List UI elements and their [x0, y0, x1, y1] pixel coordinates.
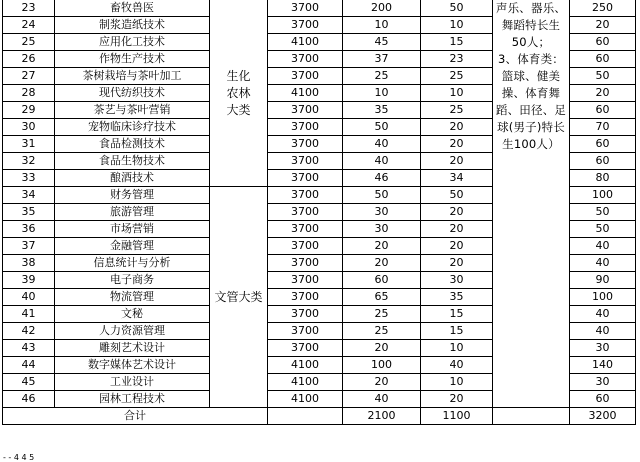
tuition-fee-cell: 3700	[268, 221, 343, 238]
major-name-cell: 文秘	[55, 306, 210, 323]
row-number-cell: 29	[3, 102, 55, 119]
row-number-cell: 35	[3, 204, 55, 221]
total-count-cell: 1100	[421, 408, 493, 425]
plan-count-cell: 35	[343, 102, 421, 119]
tuition-fee-cell: 3700	[268, 17, 343, 34]
row-number-cell: 26	[3, 51, 55, 68]
plan-count-cell: 10	[421, 340, 493, 357]
plan-count-cell: 20	[421, 391, 493, 408]
total-plan-cell: 140	[570, 357, 636, 374]
major-name-cell: 工业设计	[55, 374, 210, 391]
plan-count-cell: 20	[421, 204, 493, 221]
empty-cell	[268, 408, 343, 425]
total-plan-cell: 50	[570, 68, 636, 85]
plan-count-cell: 25	[343, 306, 421, 323]
tuition-fee-cell: 3700	[268, 119, 343, 136]
plan-count-cell: 30	[421, 272, 493, 289]
plan-count-cell: 30	[343, 204, 421, 221]
plan-count-cell: 15	[421, 34, 493, 51]
table-row	[3, 0, 636, 17]
remarks-cell	[493, 0, 570, 408]
plan-count-cell: 50	[421, 0, 493, 17]
major-name-cell: 食品检测技术	[55, 136, 210, 153]
plan-count-cell: 40	[343, 153, 421, 170]
plan-count-cell: 20	[343, 238, 421, 255]
plan-count-cell: 20	[421, 221, 493, 238]
total-row	[3, 408, 636, 425]
plan-count-cell: 50	[343, 119, 421, 136]
total-count-cell: 2100	[343, 408, 421, 425]
total-plan-cell: 20	[570, 85, 636, 102]
plan-count-cell: 30	[343, 221, 421, 238]
row-number-cell: 46	[3, 391, 55, 408]
tuition-fee-cell: 3700	[268, 255, 343, 272]
plan-count-cell: 37	[343, 51, 421, 68]
plan-count-cell: 20	[343, 255, 421, 272]
major-name-cell: 制浆造纸技术	[55, 17, 210, 34]
total-plan-cell: 60	[570, 391, 636, 408]
major-name-cell: 茶艺与茶叶营销	[55, 102, 210, 119]
plan-count-cell: 46	[343, 170, 421, 187]
total-plan-cell: 60	[570, 153, 636, 170]
total-plan-cell: 40	[570, 255, 636, 272]
plan-count-cell: 200	[343, 0, 421, 17]
plan-count-cell: 45	[343, 34, 421, 51]
plan-count-cell: 20	[421, 238, 493, 255]
tuition-fee-cell: 3700	[268, 51, 343, 68]
major-name-cell: 金融管理	[55, 238, 210, 255]
tuition-fee-cell: 4100	[268, 357, 343, 374]
tuition-fee-cell: 3700	[268, 238, 343, 255]
major-name-cell: 信息统计与分析	[55, 255, 210, 272]
plan-count-cell: 10	[343, 17, 421, 34]
total-plan-cell: 20	[570, 17, 636, 34]
major-name-cell: 现代纺织技术	[55, 85, 210, 102]
tuition-fee-cell: 3700	[268, 68, 343, 85]
plan-count-cell: 35	[421, 289, 493, 306]
plan-count-cell: 25	[421, 68, 493, 85]
tuition-fee-cell: 3700	[268, 136, 343, 153]
major-name-cell: 旅游管理	[55, 204, 210, 221]
tuition-fee-cell: 3700	[268, 340, 343, 357]
plan-count-cell: 10	[421, 85, 493, 102]
total-plan-cell: 70	[570, 119, 636, 136]
tuition-fee-cell: 4100	[268, 85, 343, 102]
major-name-cell: 园林工程技术	[55, 391, 210, 408]
plan-count-cell: 23	[421, 51, 493, 68]
plan-count-cell: 25	[343, 68, 421, 85]
major-name-cell: 电子商务	[55, 272, 210, 289]
plan-count-cell: 25	[421, 102, 493, 119]
plan-count-cell: 25	[343, 323, 421, 340]
plan-count-cell: 34	[421, 170, 493, 187]
row-number-cell: 41	[3, 306, 55, 323]
plan-count-cell: 40	[421, 357, 493, 374]
total-plan-cell: 90	[570, 272, 636, 289]
tuition-fee-cell: 3700	[268, 170, 343, 187]
row-number-cell: 31	[3, 136, 55, 153]
total-plan-cell: 40	[570, 238, 636, 255]
total-count-cell: 3200	[570, 408, 636, 425]
plan-count-cell: 15	[421, 306, 493, 323]
row-number-cell: 28	[3, 85, 55, 102]
plan-count-cell: 20	[343, 340, 421, 357]
major-name-cell: 食品生物技术	[55, 153, 210, 170]
total-plan-cell: 40	[570, 323, 636, 340]
row-number-cell: 43	[3, 340, 55, 357]
empty-cell	[493, 408, 570, 425]
row-number-cell: 44	[3, 357, 55, 374]
total-plan-cell: 30	[570, 374, 636, 391]
plan-count-cell: 20	[421, 153, 493, 170]
remarks-line: 篮球、健美操、体育舞蹈、田径、足球(男子)特长生100人）	[495, 69, 567, 151]
table-body	[3, 0, 636, 425]
plan-count-cell: 15	[421, 323, 493, 340]
major-category-cell: 生化农林大类	[210, 0, 268, 187]
total-label-cell: 合计	[3, 408, 268, 425]
row-number-cell: 40	[3, 289, 55, 306]
row-number-cell: 37	[3, 238, 55, 255]
row-number-cell: 42	[3, 323, 55, 340]
row-number-cell: 30	[3, 119, 55, 136]
plan-count-cell: 20	[421, 119, 493, 136]
total-plan-cell: 60	[570, 34, 636, 51]
total-plan-cell: 60	[570, 51, 636, 68]
plan-count-cell: 100	[343, 357, 421, 374]
row-number-cell: 39	[3, 272, 55, 289]
major-category-cell: 文管大类	[210, 187, 268, 408]
plan-count-cell: 20	[343, 374, 421, 391]
major-name-cell: 宠物临床诊疗技术	[55, 119, 210, 136]
tuition-fee-cell: 3700	[268, 323, 343, 340]
major-name-cell: 应用化工技术	[55, 34, 210, 51]
row-number-cell: 25	[3, 34, 55, 51]
total-plan-cell: 30	[570, 340, 636, 357]
enrollment-plan-table	[2, 0, 636, 425]
total-plan-cell: 100	[570, 289, 636, 306]
tuition-fee-cell: 3700	[268, 306, 343, 323]
tuition-fee-cell: 4100	[268, 34, 343, 51]
tuition-fee-cell: 3700	[268, 204, 343, 221]
row-number-cell: 34	[3, 187, 55, 204]
major-name-cell: 畜牧兽医	[55, 0, 210, 17]
tuition-fee-cell: 3700	[268, 289, 343, 306]
major-name-cell: 茶树栽培与茶叶加工	[55, 68, 210, 85]
tuition-fee-cell: 3700	[268, 187, 343, 204]
plan-count-cell: 40	[343, 136, 421, 153]
total-plan-cell: 100	[570, 187, 636, 204]
plan-count-cell: 60	[343, 272, 421, 289]
total-plan-cell: 60	[570, 102, 636, 119]
row-number-cell: 23	[3, 0, 55, 17]
row-number-cell: 32	[3, 153, 55, 170]
row-number-cell: 45	[3, 374, 55, 391]
row-number-cell: 24	[3, 17, 55, 34]
tuition-fee-cell: 3700	[268, 0, 343, 17]
major-name-cell: 雕刻艺术设计	[55, 340, 210, 357]
total-plan-cell: 80	[570, 170, 636, 187]
total-plan-cell: 250	[570, 0, 636, 17]
major-name-cell: 物流管理	[55, 289, 210, 306]
plan-count-cell: 50	[421, 187, 493, 204]
plan-count-cell: 10	[421, 374, 493, 391]
tuition-fee-cell: 4100	[268, 391, 343, 408]
major-name-cell: 财务管理	[55, 187, 210, 204]
plan-count-cell: 50	[343, 187, 421, 204]
major-name-cell: 市场营销	[55, 221, 210, 238]
remarks-line: 3、体育类：	[497, 52, 565, 66]
row-number-cell: 36	[3, 221, 55, 238]
major-name-cell: 数字媒体艺术设计	[55, 357, 210, 374]
total-plan-cell: 50	[570, 221, 636, 238]
total-plan-cell: 50	[570, 204, 636, 221]
row-number-cell: 33	[3, 170, 55, 187]
plan-count-cell: 10	[343, 85, 421, 102]
tuition-fee-cell: 4100	[268, 374, 343, 391]
major-name-cell: 酿酒技术	[55, 170, 210, 187]
tuition-fee-cell: 3700	[268, 102, 343, 119]
plan-count-cell: 65	[343, 289, 421, 306]
major-name-cell: 人力资源管理	[55, 323, 210, 340]
tuition-fee-cell: 3700	[268, 272, 343, 289]
plan-count-cell: 20	[421, 255, 493, 272]
cut-off-footer-text: - - 4 4 5	[3, 453, 35, 462]
total-plan-cell: 60	[570, 136, 636, 153]
row-number-cell: 27	[3, 68, 55, 85]
tuition-fee-cell: 3700	[268, 153, 343, 170]
plan-count-cell: 20	[421, 136, 493, 153]
plan-count-cell: 10	[421, 17, 493, 34]
plan-count-cell: 40	[343, 391, 421, 408]
total-plan-cell: 40	[570, 306, 636, 323]
remarks-line: 声乐、器乐、舞蹈特长生50人；	[495, 1, 567, 49]
major-name-cell: 作物生产技术	[55, 51, 210, 68]
row-number-cell: 38	[3, 255, 55, 272]
